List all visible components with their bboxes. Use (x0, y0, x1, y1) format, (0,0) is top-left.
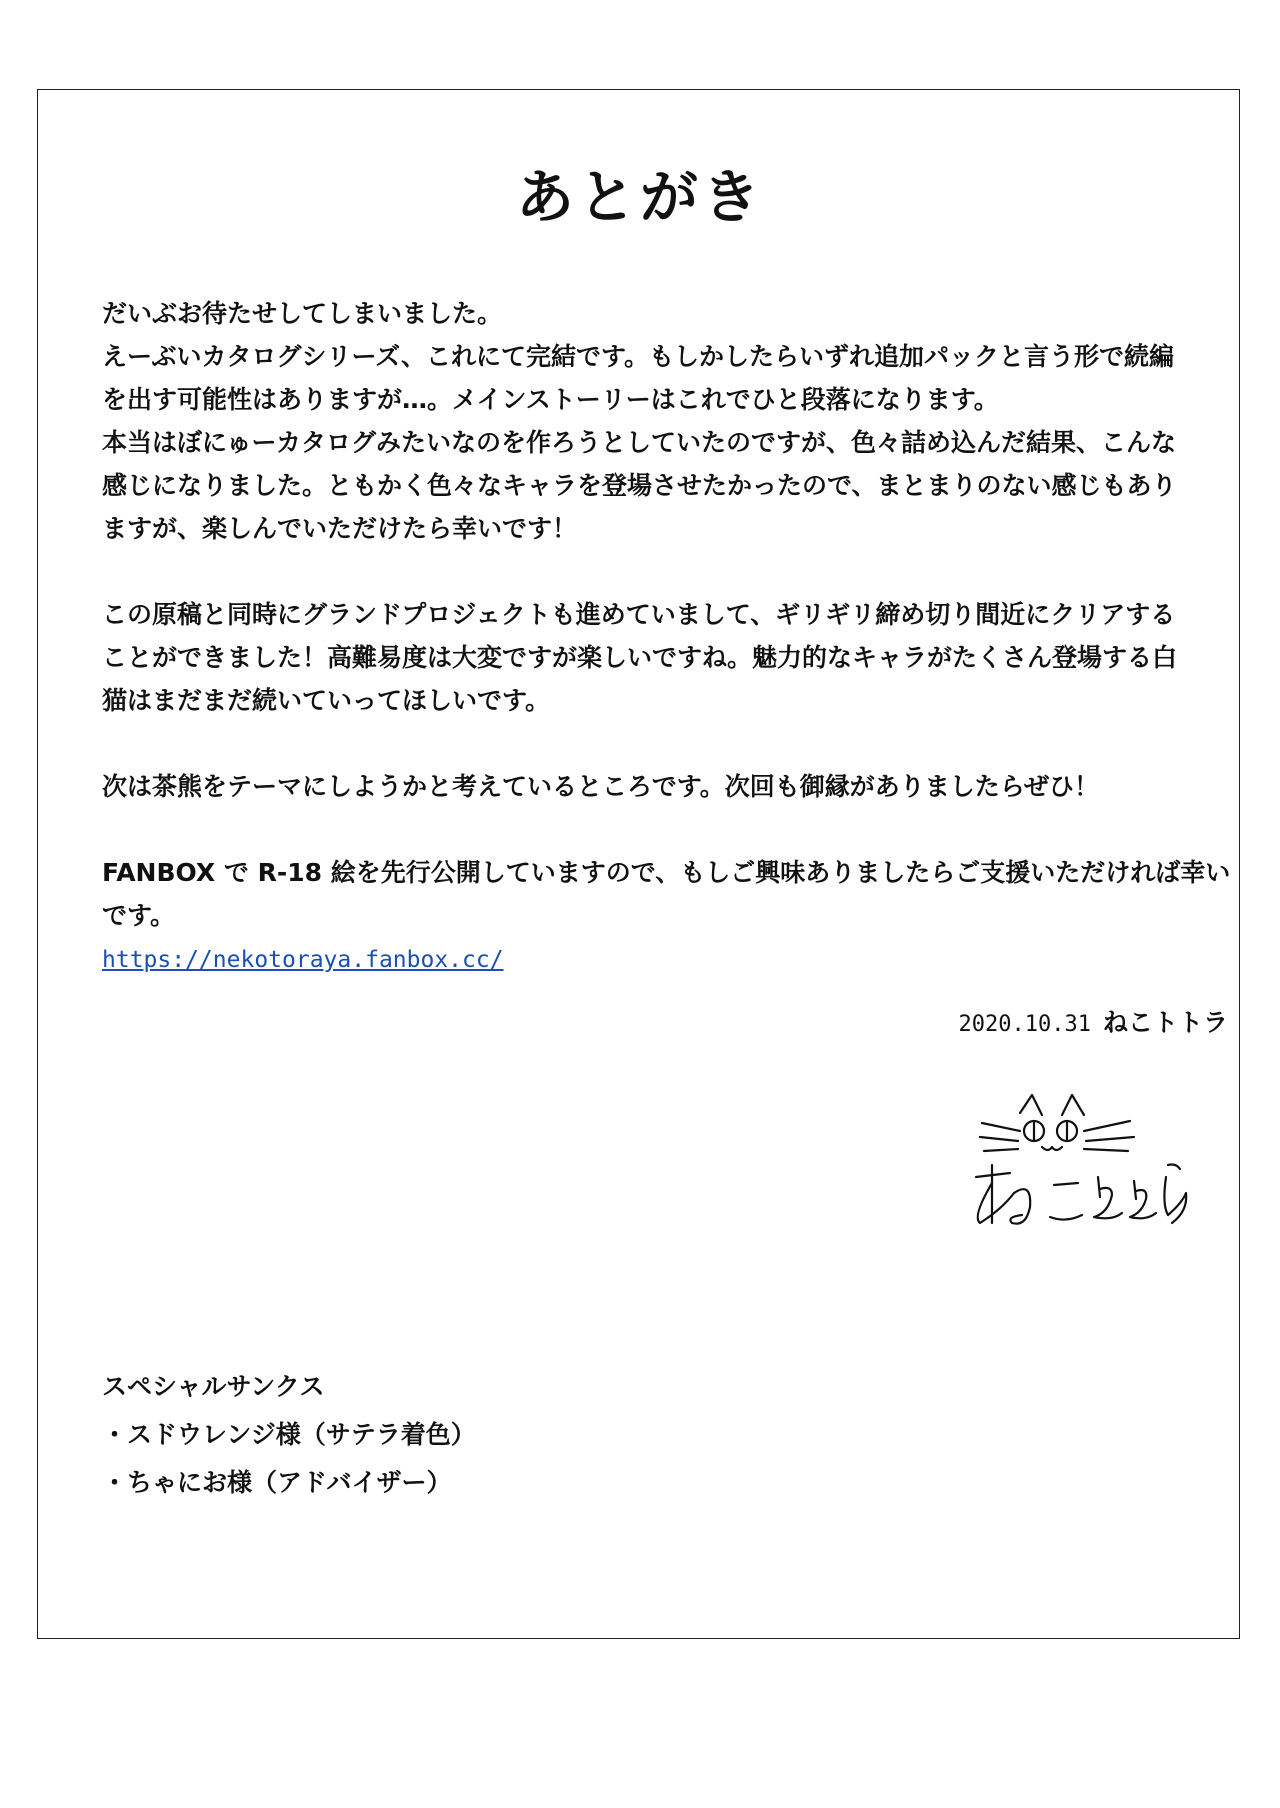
text-line: ことができました！高難易度は大変ですが楽しいですね。魅力的なキャラがたくさん登場する白 (102, 643, 1178, 672)
text-line: ますが、楽しんでいただけたら幸いです！ (102, 514, 578, 543)
author-name: ねこトトラ (1102, 1008, 1228, 1037)
text-line: 感じになりました。ともかく色々なキャラを登場させたかったので、まとまりのない感じもあり (102, 471, 1177, 500)
thanks-item: ・スドウレンジ様（サテラ着色） (102, 1420, 476, 1449)
thanks-item: ・ちゃにお様（アドバイザー） (102, 1468, 452, 1497)
fanbox-link[interactable]: https://nekotoraya.fanbox.cc/ (102, 947, 504, 973)
link-line (102, 937, 1232, 980)
text-line: この原稿と同時にグランドプロジェクトも進めていまして、ギリギリ締め切り間近にクリアする (102, 600, 1176, 629)
date-author-line (959, 1003, 1228, 1039)
text-line: 次は茶熊をテーマにしようかと考えているところです。次回も御縁がありましたらぜひ！ (102, 772, 1100, 801)
text-line: 猫はまだまだ続いていってほしいです。 (102, 686, 551, 715)
paragraph-1 (102, 292, 1232, 550)
text-line: を出す可能性はありますが…。メインストーリーはこれでひと段落になります。 (102, 385, 999, 414)
paragraph-gap (102, 808, 1232, 851)
page-title: あとがき (515, 163, 764, 231)
special-thanks (102, 1363, 476, 1507)
text-line: 本当はぼにゅーカタログみたいなのを作ろうとしていたのですが、色々詰め込んだ結果、こんな (102, 428, 1177, 457)
paragraph-gap (102, 550, 1232, 593)
signature-cat-drawing (962, 1085, 1202, 1245)
text-line: えーぶいカタログシリーズ、これにて完結です。もしかしたらいずれ追加パックと言う形で続編 (102, 342, 1175, 371)
paragraph-2 (102, 593, 1232, 722)
paragraph-3 (102, 765, 1232, 808)
date: 2020.10.31 (958, 1012, 1091, 1037)
thanks-heading: スペシャルサンクス (102, 1372, 325, 1401)
text-line: です。 (102, 901, 176, 930)
text-line: だいぶお待たせしてしまいました。 (102, 299, 503, 328)
paragraph-gap (102, 722, 1232, 765)
paragraph-4 (102, 851, 1232, 980)
afterword-body (102, 292, 1232, 980)
text-line: FANBOX で R-18 絵を先行公開していますので、もしご興味ありましたらご支援いただければ幸い (102, 858, 1231, 887)
